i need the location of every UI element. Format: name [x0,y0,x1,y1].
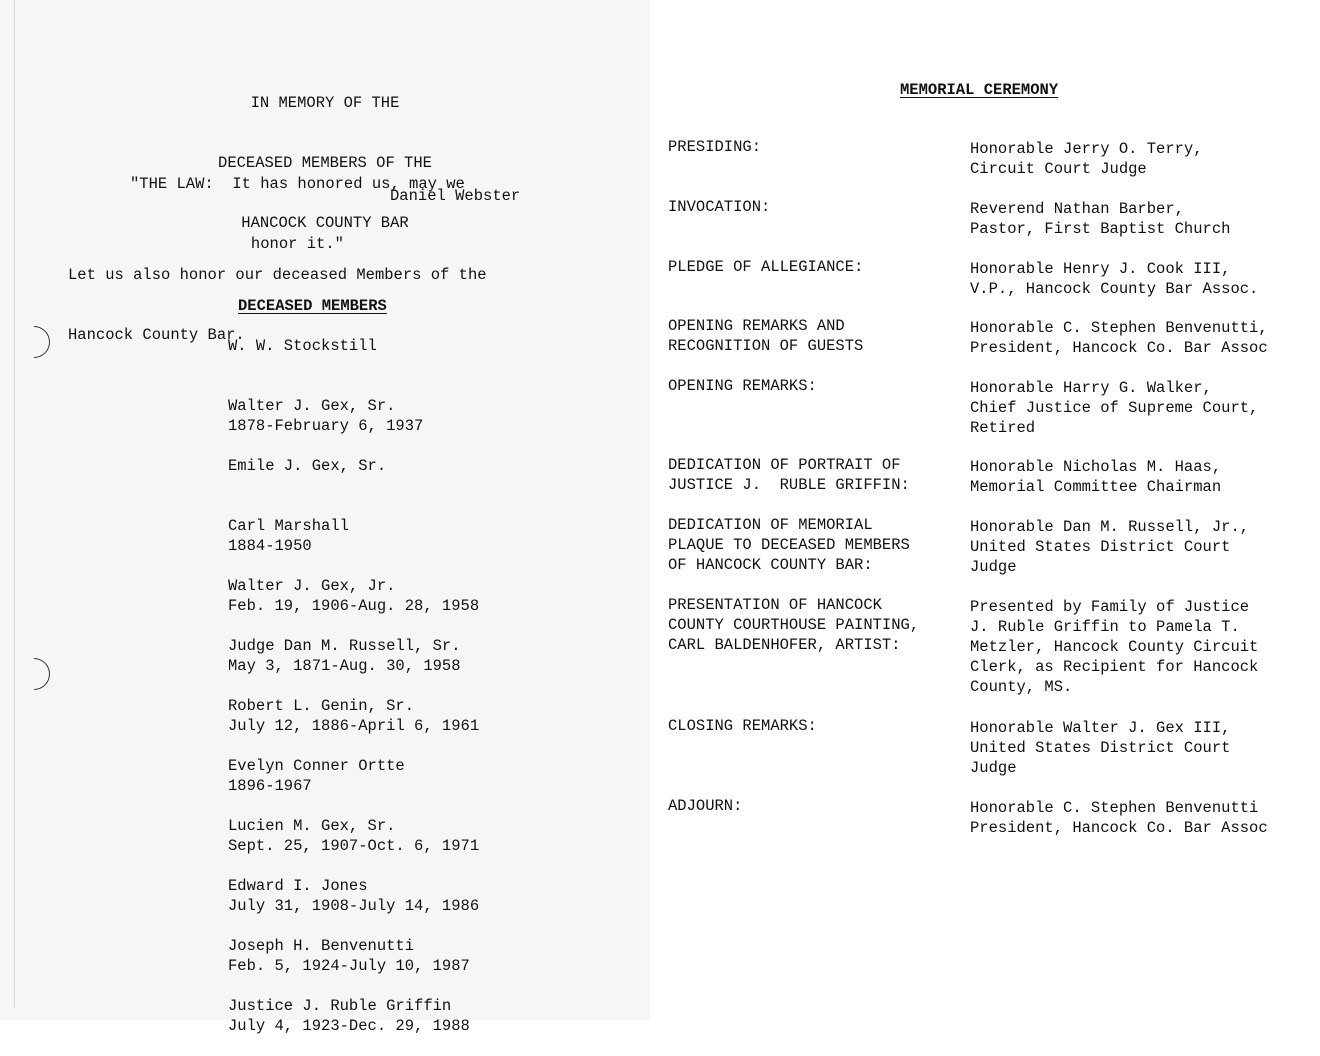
list-item [228,816,479,876]
title-line: IN MEMORY OF THE [250,94,400,112]
member-dates: July 4, 1923-Dec. 29, 1988 [228,1017,470,1035]
member-dates: Feb. 19, 1906-Aug. 28, 1958 [228,597,480,615]
list-item [228,636,479,696]
list-item [228,456,479,516]
program-role: DEDICATION OF MEMORIAL PLAQUE TO DECEASED MEMBERS OF HANCOCK COUNTY BAR: [668,516,910,574]
program-person: Reverend Nathan Barber, Pastor, First Baptist Church [970,200,1231,238]
member-dates: July 31, 1908-July 14, 1986 [228,897,480,915]
member-dates: Sept. 25, 1907-Oct. 6, 1971 [228,837,480,855]
title-line: DECEASED MEMBERS OF THE [218,154,432,172]
quote-line: "THE LAW: It has honored us, may we [130,175,465,193]
list-item [228,696,479,756]
list-item [228,876,479,936]
member-name: Walter J. Gex, Sr. [228,397,396,415]
honor-line: Let us also honor our deceased Members of the [68,266,487,284]
member-name: Emile J. Gex, Sr. [228,457,387,475]
member-name: Lucien M. Gex, Sr. [228,817,396,835]
list-item [228,576,479,636]
member-name: Carl Marshall [228,517,349,535]
binder-hole [11,319,56,364]
page-edge [14,0,15,1008]
program-role: CLOSING REMARKS: [668,717,817,735]
binder-hole [11,651,56,696]
title-line: HANCOCK COUNTY BAR [241,214,409,232]
program-role: INVOCATION: [668,198,771,216]
program-person: Honorable Harry G. Walker, Chief Justice of Supreme Court, Retired [970,379,1259,437]
member-dates: 1878-February 6, 1937 [228,417,424,435]
member-dates: July 12, 1886-April 6, 1961 [228,717,480,735]
program-role: PRESENTATION OF HANCOCK COUNTY COURTHOUSE PAINTING, CARL BALDENHOFER, ARTIST: [668,596,920,654]
program-person: Honorable Nicholas M. Haas, Memorial Committee Chairman [970,458,1222,496]
list-item [228,336,479,396]
member-name: Judge Dan M. Russell, Sr. [228,637,461,655]
list-item [228,396,479,456]
member-name: W. W. Stockstill [228,337,377,355]
program-role: OPENING REMARKS: [668,377,817,395]
program-role: ADJOURN: [668,797,743,815]
honor-line: Hancock County Bar. [68,326,245,344]
deceased-members-heading: DECEASED MEMBERS [238,297,387,315]
member-name: Joseph H. Benvenutti [228,937,415,955]
member-dates: Feb. 5, 1924-July 10, 1987 [228,957,470,975]
member-name: Edward I. Jones [228,877,368,895]
program-role: PLEDGE OF ALLEGIANCE: [668,258,864,276]
list-item [228,936,479,996]
member-name: Robert L. Genin, Sr. [228,697,415,715]
program-person: Honorable Walter J. Gex III, United States District Court Judge [970,719,1231,777]
list-item [228,996,479,1056]
program-person: Honorable Dan M. Russell, Jr., United States District Court Judge [970,518,1250,576]
left-page [0,0,650,1035]
member-name: Evelyn Conner Ortte [228,757,405,775]
program-person: Honorable C. Stephen Benvenutti President, Hancock Co. Bar Assoc [970,799,1268,837]
list-item [228,756,479,816]
deceased-members-list [228,336,479,1056]
program-person: Honorable C. Stephen Benvenutti, President, Hancock Co. Bar Assoc [970,319,1268,357]
member-dates: May 3, 1871-Aug. 30, 1958 [228,657,461,675]
member-name: Walter J. Gex, Jr. [228,577,396,595]
program-role: DEDICATION OF PORTRAIT OF JUSTICE J. RUBLE GRIFFIN: [668,456,910,494]
program-person: Presented by Family of Justice J. Ruble Griffin to Pamela T. Metzler, Hancock County Circuit Clerk, as Recipient for Hancock County, MS. [970,598,1259,696]
program-role: OPENING REMARKS AND RECOGNITION OF GUESTS [668,317,864,355]
member-dates: 1884-1950 [228,537,312,555]
member-name: Justice J. Ruble Griffin [228,997,452,1015]
quote-line: honor it." [130,235,344,253]
program-role: PRESIDING: [668,138,762,156]
list-item [228,516,479,576]
quote-author: Daniel Webster [390,187,521,205]
program-person: Honorable Henry J. Cook III, V.P., Hancock County Bar Assoc. [970,260,1259,298]
ceremony-title: MEMORIAL CEREMONY [900,81,1059,99]
member-dates: 1896-1967 [228,777,312,795]
program-person: Honorable Jerry O. Terry, Circuit Court Judge [970,140,1203,178]
